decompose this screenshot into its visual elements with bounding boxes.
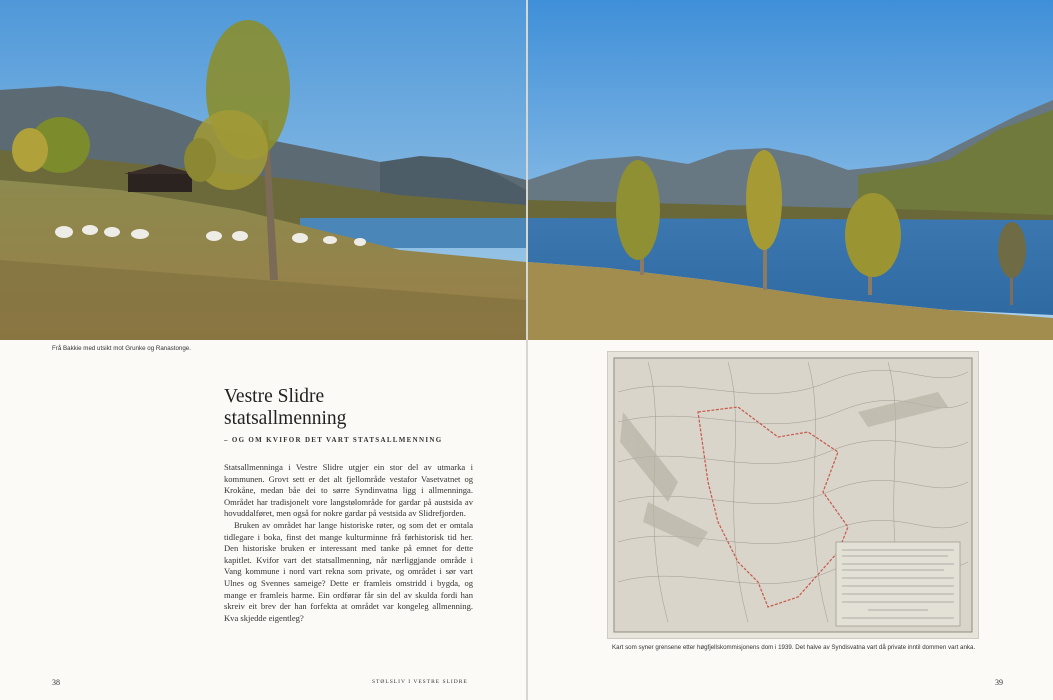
map-caption: Kart som syner grensene etter høgfjellskommisjonens dom i 1939. Det halve av Syndisvatna vart då private inntil dommen vart anka.	[612, 644, 976, 651]
chapter-subtitle: – OG OM KVIFOR DET VART STATSALLMENNING	[224, 436, 443, 444]
historical-map	[608, 352, 978, 638]
title-line-1: Vestre Slidre	[224, 386, 325, 407]
title-line-2: statsallmenning	[224, 408, 347, 429]
running-head: STØLSLIV I VESTRE SLIDRE	[372, 679, 468, 685]
mountain-pasture-photo	[0, 0, 526, 340]
photo-caption: Frå Bakkie med utsikt mot Grunke og Ranastonge.	[52, 345, 191, 352]
chapter-title	[224, 386, 474, 430]
page-number-right: 39	[995, 678, 1003, 687]
body-text	[224, 462, 473, 624]
paragraph-1: Statsallmenninga i Vestre Slidre utgjer ein stor del av utmarka i kommunen. Grovt sett er det alt fjellområde vestafor Vasetvatnet og Krokåne, medan båe dei to sørre Syndinvatna ligg i allmenninga. Området har tradisjonelt vore langstølområde for gardar på austsida av hovuddalføret, men også for nokre gardar på vestsida av Slidrefjorden.	[224, 462, 473, 519]
page-number-left: 38	[52, 678, 60, 687]
lake-panorama-photo	[528, 0, 1053, 340]
paragraph-2: Bruken av området har lange historiske røter, og som det er omtala tidlegare i boka, finst det mange kulturminne frå førhistorisk tid her. Den historiske bruken er interessant med tanke på emnet for dette kapitlet. Kvifor vart det statsallmenning, når nærliggjande område i Vang kommune i nord vart rekna som private, og området i sør vart Ulnes og Svennes sameige? Dette er framleis omstridd i bygda, og mange er framleis harme. Ein ordførar får sin del av skulda fordi han skreiv eit brev der han forfekta at området var kongeleg allmenning. Kva skjedde eigentleg?	[224, 519, 473, 623]
